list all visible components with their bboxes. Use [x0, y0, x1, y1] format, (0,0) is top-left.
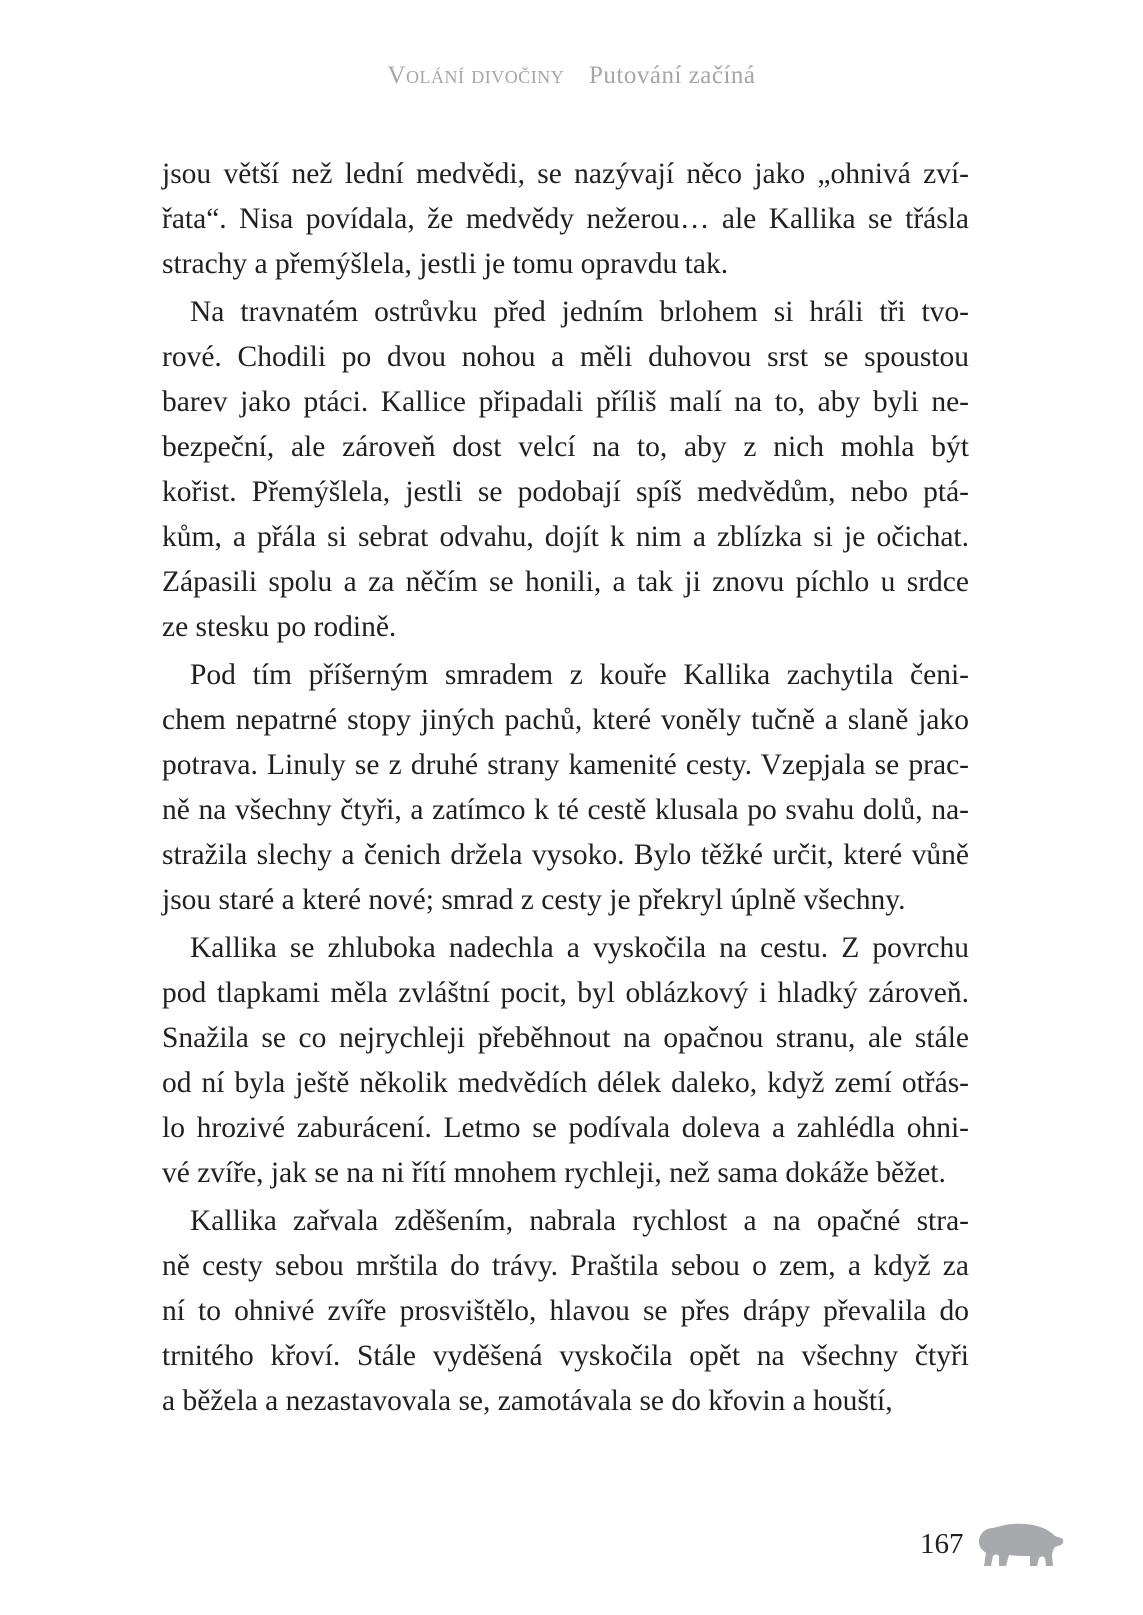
text-line: rové. Chodili po dvou nohou a měli duhovou srst se spoustou: [162, 341, 969, 373]
text-line: a běžela a nezastavovala se, zamotávala se do křovin a houští,: [162, 1385, 893, 1417]
text-line: barev jako ptáci. Kallice připadali příliš malí na to, aby byli ne-: [162, 386, 969, 418]
text-line: jsou staré a které nové; smrad z cesty je překryl úplně všechny.: [162, 884, 906, 916]
body-text: [162, 152, 969, 1424]
text-line: Na travnatém ostrůvku před jedním brlohem si hráli tři tvo-: [190, 296, 969, 328]
text-line: pod tlapkami měla zvláštní pocit, byl oblázkový i hladký zároveň.: [162, 977, 969, 1009]
bear-icon: [975, 1520, 1065, 1568]
text-line: kům, a přála si sebrat odvahu, dojít k nim a zblízka si je očichat.: [162, 521, 969, 553]
text-line: ní to ohnivé zvíře prosvištělo, hlavou se přes drápy převalila do: [162, 1295, 969, 1327]
running-head: [0, 62, 1143, 90]
text-line: bezpeční, ale zároveň dost velcí na to, aby z nich mohla být: [162, 431, 969, 463]
chapter-title: Putování začíná: [589, 62, 756, 89]
text-line: ně cesty sebou mrštila do trávy. Praštila sebou o zem, a když za: [162, 1250, 969, 1282]
text-line: Kallika zařvala zděšením, nabrala rychlost a na opačné stra-: [190, 1205, 969, 1237]
text-line: řata“. Nisa povídala, že medvědy nežerou… ale Kallika se třásla: [162, 203, 969, 235]
text-line: Snažila se co nejrychleji přeběhnout na opačnou stranu, ale stále: [162, 1022, 969, 1054]
text-line: od ní byla ještě několik medvědích délek daleko, když zemí otřás-: [162, 1067, 969, 1099]
text-line: Kallika se zhluboka nadechla a vyskočila na cestu. Z povrchu: [190, 932, 969, 964]
text-line: jsou větší než lední medvědi, se nazývají něco jako „ohnivá zví-: [162, 158, 969, 190]
text-line: chem nepatrné stopy jiných pachů, které voněly tučně a slaně jako: [162, 704, 969, 736]
text-line: trnitého křoví. Stále vyděšená vyskočila opět na všechny čtyři: [162, 1340, 969, 1372]
text-line: Zápasili spolu a za něčím se honili, a tak ji znovu píchlo u srdce: [162, 566, 969, 598]
text-line: ze stesku po rodině.: [162, 611, 397, 643]
book-title: Volání divočiny: [387, 62, 565, 89]
text-line: strachy a přemýšlela, jestli je tomu opravdu tak.: [162, 248, 729, 280]
text-line: kořist. Přemýšlela, jestli se podobají spíš medvědům, nebo ptá-: [162, 476, 969, 508]
text-line: ně na všechny čtyři, a zatímco k té cestě klusala po svahu dolů, na-: [162, 794, 969, 826]
text-line: vé zvíře, jak se na ni řítí mnohem rychleji, než sama dokáže běžet.: [162, 1157, 946, 1189]
text-line: Pod tím příšerným smradem z kouře Kallika zachytila čeni-: [190, 659, 969, 691]
page-number: 167: [920, 1528, 964, 1560]
text-line: lo hrozivé zaburácení. Letmo se podívala doleva a zahlédla ohni-: [162, 1112, 969, 1144]
text-line: stražila slechy a čenich držela vysoko. Bylo těžké určit, které vůně: [162, 839, 969, 871]
text-line: potrava. Linuly se z druhé strany kamenité cesty. Vzepjala se prac-: [162, 749, 969, 781]
